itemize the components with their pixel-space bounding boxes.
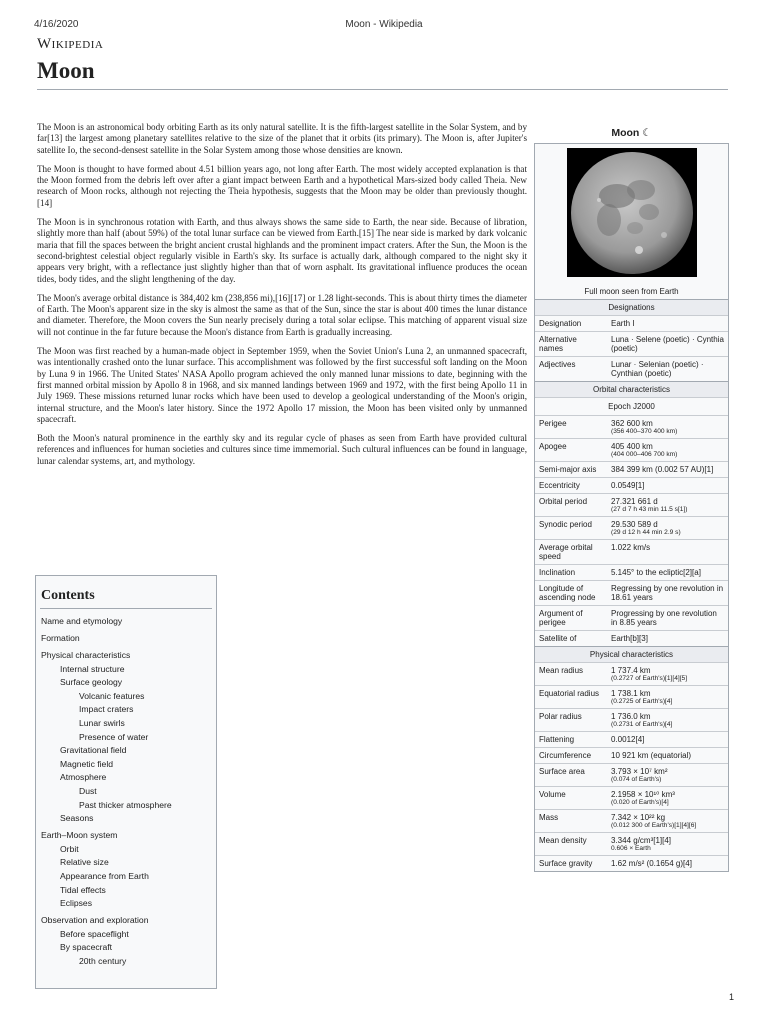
infobox-row-value: [605, 494, 728, 516]
physical-header: Physical characteristics: [535, 646, 728, 662]
infobox-value-main: 10 921 km (equatorial): [611, 751, 692, 760]
infobox-row: [535, 747, 728, 763]
infobox-value-main: Earth I: [611, 319, 635, 328]
table-of-contents: [35, 575, 217, 989]
article-paragraph: The Moon is an astronomical body orbiting Earth as its only natural satellite. It is the fifth-largest satellite in the Solar System, and by far[13] the largest among planetary satellites relative to the size of the planet that it orbits (its primary). The Moon is, after Jupiter's satellite Io, the second-densest satellite in the Solar System among those whose densities are known.: [37, 122, 527, 155]
infobox-row-value: [605, 416, 728, 438]
orbital-rows: [535, 415, 728, 646]
infobox-value-main: Lunar · Selenian (poetic) · Cynthian (poetic): [611, 360, 704, 378]
infobox-row-value: [605, 517, 728, 539]
infobox-row-value: [605, 686, 728, 708]
article-body: [37, 122, 527, 475]
infobox-row: [535, 605, 728, 630]
infobox-row-label: Mass: [539, 813, 559, 822]
toc-item[interactable]: Impact craters: [79, 704, 134, 715]
infobox-value-main: 1 738.1 km: [611, 689, 651, 698]
toc-item[interactable]: Tidal effects: [60, 884, 106, 895]
infobox-row: [535, 708, 728, 731]
physical-rows: [535, 662, 728, 871]
infobox-row-label: Apogee: [539, 442, 567, 451]
infobox-value-main: 1 736.0 km: [611, 712, 651, 721]
infobox-row: [535, 685, 728, 708]
infobox-row: [535, 315, 728, 331]
infobox-row-value: [605, 663, 728, 685]
infobox-value-detail: (0.074 of Earth's): [611, 776, 662, 783]
infobox-row-label: Alternative names: [539, 335, 577, 353]
infobox-value-main: 384 399 km (0.002 57 AU)[1]: [611, 465, 714, 474]
infobox-row: [535, 855, 728, 871]
infobox-row-label: Synodic period: [539, 520, 592, 529]
infobox-row: [535, 630, 728, 646]
infobox-row-label: Inclination: [539, 568, 576, 577]
toc-item[interactable]: Presence of water: [79, 731, 149, 742]
infobox-value-main: 405 400 km: [611, 442, 653, 451]
infobox-row-value: [605, 606, 728, 630]
infobox-value-detail: (27 d 7 h 43 min 11.5 s[1]): [611, 506, 688, 513]
toc-divider: [40, 608, 212, 609]
infobox-row-value: [605, 439, 728, 461]
infobox-row-value: [605, 462, 728, 477]
epoch-label: Epoch J2000: [535, 397, 728, 415]
infobox-row-value: [605, 748, 728, 763]
infobox-title-text: Moon: [611, 127, 640, 139]
infobox-row-label: Longitude of ascending node: [539, 584, 596, 602]
infobox-value-main: Earth[b][3]: [611, 634, 648, 643]
toc-item[interactable]: Observation and exploration: [41, 915, 149, 926]
infobox-row-value: [605, 709, 728, 731]
page-number: 1: [728, 992, 734, 1002]
infobox-row-label: Average orbital speed: [539, 543, 593, 561]
infobox-row: [535, 662, 728, 685]
article-paragraph: Both the Moon's natural prominence in the earthly sky and its regular cycle of phases as seen from Earth have provided cultural references and influences for human societies and cultures since time immemorial. Such cultural influences can be found in language, lunar calendar systems, art, and mythology.: [37, 433, 527, 466]
infobox-row: [535, 564, 728, 580]
infobox-value-main: 2.1958 × 10¹⁰ km³: [611, 790, 675, 799]
article-paragraph: The Moon is in synchronous rotation with Earth, and thus always shows the same side to Earth, the near side. Because of libration, slightly more than half (about 59%) of the total lunar surface can be viewed from Earth.[15] The near side is marked by dark volcanic maria that fill the spaces between the bright ancient crustal highlands and the prominent impact craters. After the Sun, the Moon is the second-brightest celestial object regularly visible in Earth's sky. Its surface is actually dark, although compared to the night sky it appears very bright, with a reflectance just slightly higher than that of worn asphalt. Its gravitational influence produces the ocean tides, body tides, and the slight lengthening of the day.: [37, 217, 527, 284]
infobox-row-label: Designation: [539, 319, 582, 328]
infobox-value-main: 1.62 m/s² (0.1654 g)[4]: [611, 859, 692, 868]
infobox-row: [535, 331, 728, 356]
toc-item[interactable]: Lunar swirls: [79, 718, 125, 728]
infobox-row-value: [605, 631, 728, 646]
infobox-row-value: [605, 540, 728, 564]
infobox-row: [535, 356, 728, 381]
toc-item[interactable]: Before spaceflight: [60, 928, 129, 939]
infobox-value-main: Regressing by one revolution in 18.61 years: [611, 584, 724, 602]
infobox-value-detail: (356 400–370 400 km): [611, 428, 678, 435]
infobox-row-value: [605, 833, 728, 855]
print-date: 4/16/2020: [34, 19, 79, 30]
infobox-row: [535, 786, 728, 809]
infobox-value-detail: 0.606 × Earth: [611, 845, 651, 852]
infobox-row-value: [605, 332, 728, 356]
infobox-row: [535, 493, 728, 516]
title-divider: [37, 89, 728, 90]
toc-item[interactable]: Dust: [79, 786, 97, 796]
infobox-row: [535, 516, 728, 539]
orbital-header: Orbital characteristics: [535, 381, 728, 397]
infobox-row-label: Surface gravity: [539, 859, 593, 868]
infobox-row-label: Equatorial radius: [539, 689, 600, 698]
infobox-row-label: Mean radius: [539, 666, 584, 675]
designations-rows: [535, 315, 728, 381]
infobox-row: [535, 438, 728, 461]
toc-item[interactable]: Surface geology: [60, 677, 123, 688]
infobox-value-detail: (0.2731 of Earth's)[4]: [611, 721, 673, 728]
infobox-value-main: 5.145° to the ecliptic[2][a]: [611, 568, 701, 577]
infobox-row-label: Volume: [539, 790, 566, 799]
article-paragraph: The Moon is thought to have formed about 4.51 billion years ago, not long after Earth. The most widely accepted explanation is that the Moon formed from the debris left over after a giant impact between Earth and a hypothetical Mars-sized body called Theia. New research of Moon rocks, although not rejecting the Theia hypothesis, suggests that the Moon may be older than previously thought.[14]: [37, 163, 527, 208]
infobox-row: [535, 809, 728, 832]
infobox-value-detail: (0.2727 of Earth's)[1][4][5]: [611, 675, 688, 682]
toc-title: Contents: [41, 588, 95, 603]
infobox-value-main: Progressing by one revolution in 8.85 years: [611, 609, 717, 627]
infobox-row-value: [605, 565, 728, 580]
infobox-row-value: [605, 357, 728, 381]
infobox-value-detail: (29 d 12 h 44 min 2.9 s): [611, 529, 681, 536]
infobox-image-frame: [535, 144, 728, 287]
toc-item[interactable]: Relative size: [60, 857, 109, 868]
infobox-row-value: [605, 478, 728, 493]
toc-item[interactable]: Seasons: [60, 813, 94, 824]
infobox-value-main: 362 600 km: [611, 419, 653, 428]
toc-item[interactable]: 20th century: [79, 956, 127, 966]
infobox-row-value: [605, 856, 728, 871]
infobox-row-label: Orbital period: [539, 497, 588, 506]
crescent-moon-icon: ☾: [642, 127, 652, 139]
toc-item[interactable]: Gravitational field: [60, 745, 127, 756]
infobox-row-label: Argument of perigee: [539, 609, 583, 627]
infobox-row-label: Eccentricity: [539, 481, 580, 490]
infobox-row-value: [605, 764, 728, 786]
infobox-row-label: Polar radius: [539, 712, 582, 721]
wikipedia-logo[interactable]: Wikipedia: [37, 36, 104, 52]
toc-item[interactable]: Past thicker atmosphere: [79, 799, 172, 810]
toc-item[interactable]: By spacecraft: [60, 942, 113, 953]
toc-item[interactable]: Appearance from Earth: [60, 871, 149, 881]
infobox-row-value: [605, 787, 728, 809]
toc-item[interactable]: Atmosphere: [60, 772, 107, 783]
image-caption: Full moon seen from Earth: [584, 287, 679, 296]
infobox-row: [535, 731, 728, 747]
infobox-value-main: 1 737.4 km: [611, 666, 651, 675]
toc-item[interactable]: Earth–Moon system: [41, 830, 118, 841]
toc-item[interactable]: Eclipses: [60, 898, 92, 909]
infobox-row-label: Adjectives: [539, 360, 576, 369]
infobox-value-detail: (0.012 300 of Earth's)[1][4][6]: [611, 822, 697, 829]
infobox-row-label: Satellite of: [539, 634, 577, 643]
infobox-row-value: [605, 732, 728, 747]
infobox-value-detail: (0.2725 of Earth's)[4]: [611, 698, 673, 705]
infobox-value-detail: (404 000–406 700 km): [611, 451, 678, 458]
toc-item[interactable]: Formation: [41, 633, 80, 643]
infobox-row-label: Perigee: [539, 419, 567, 428]
infobox-row-label: Mean density: [539, 836, 587, 845]
infobox-row-value: [605, 810, 728, 832]
infobox-value-main: 29.530 589 d: [611, 520, 658, 529]
article-paragraph: The Moon was first reached by a human-made object in September 1959, when the Soviet Union's Luna 2, an unmanned spacecraft, was intentionally crashed onto the lunar surface. This accomplishment was followed by the first successful soft landing on the Moon by Luna 9 in 1966. The United States' NASA Apollo program achieved the only manned lunar missions to date, beginning with the first manned orbital mission by Apollo 8 in 1968, and six manned landings between 1969 and 1972, with the first being Apollo 11 in July 1969. These missions returned lunar rocks which have been used to develop a geological understanding of the Moon's origin, internal structure, and the Moon's later history. Since the 1972 Apollo 17 mission, the Moon has been visited only by unmanned spacecraft.: [37, 346, 527, 424]
infobox-row-value: [605, 316, 728, 331]
toc-item[interactable]: Volcanic features: [79, 690, 145, 701]
infobox-value-main: 1.022 km/s: [611, 543, 651, 552]
infobox-row-value: [605, 581, 728, 605]
infobox-value-main: 3.793 × 10⁷ km²: [611, 767, 668, 776]
infobox-value-main: 7.342 × 10²² kg: [611, 813, 666, 822]
toc-item[interactable]: Magnetic field: [60, 758, 114, 769]
infobox-row: [535, 539, 728, 564]
full-moon-image[interactable]: [567, 148, 697, 277]
infobox-row: [535, 580, 728, 605]
infobox-row: [535, 415, 728, 438]
infobox-row: [535, 763, 728, 786]
toc-item[interactable]: Internal structure: [60, 663, 125, 674]
toc-item[interactable]: Orbit: [60, 843, 79, 854]
infobox-value-main: 3.344 g/cm³[1][4]: [611, 836, 672, 845]
toc-item[interactable]: Name and etymology: [41, 616, 123, 626]
infobox: [534, 143, 729, 872]
infobox-value-main: 0.0012[4]: [611, 735, 645, 744]
infobox-row: [535, 832, 728, 855]
designations-header: Designations: [535, 299, 728, 315]
infobox-value-detail: (0.020 of Earth's)[4]: [611, 799, 669, 806]
infobox-row: [535, 461, 728, 477]
moon-disc-graphic: [569, 150, 695, 276]
infobox-row-label: Flattening: [539, 735, 575, 744]
infobox-value-main: 0.0549[1]: [611, 481, 645, 490]
infobox-row-label: Semi-major axis: [539, 465, 597, 474]
toc-item[interactable]: Physical characteristics: [41, 650, 131, 660]
page-title: Moon: [37, 58, 95, 83]
article-paragraph: The Moon's average orbital distance is 384,402 km (238,856 mi),[16][17] or 1.28 light-seconds. This is about thirty times the diameter of Earth. The Moon's apparent size in the sky is almost the same as that of the Sun, since the star is about 400 times the lunar distance and diameter. Therefore, the Moon covers the Sun nearly precisely during a total solar eclipse. This matching of apparent visual size will not continue in the far future because the Moon's distance from Earth is gradually increasing.: [37, 292, 527, 337]
infobox-value-main: 27.321 661 d: [611, 497, 658, 506]
infobox-row: [535, 477, 728, 493]
print-page-title: Moon - Wikipedia: [345, 19, 423, 30]
infobox-value-main: Luna · Selene (poetic) · Cynthia (poetic): [611, 335, 724, 353]
infobox-row-label: Circumference: [539, 751, 592, 760]
infobox-title: [534, 127, 729, 139]
infobox-row-label: Surface area: [539, 767, 585, 776]
